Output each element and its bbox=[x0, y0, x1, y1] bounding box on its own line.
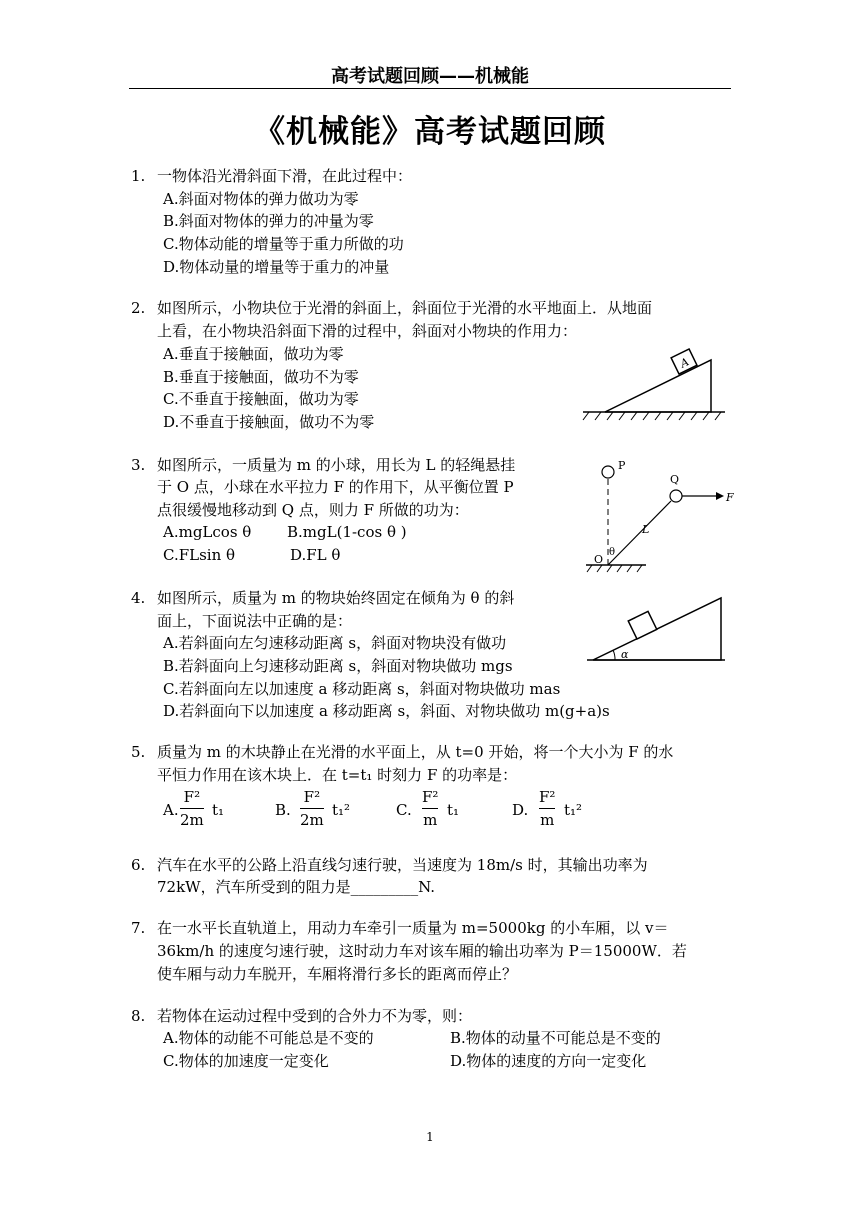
q4-number: 4. bbox=[131, 589, 146, 607]
q3-pendulum-figure bbox=[578, 455, 738, 575]
angle-theta-label: θ bbox=[609, 547, 616, 558]
q3-stem-line1: 如图所示，一质量为 m 的小球，用长为 L 的轻绳悬挂 bbox=[157, 456, 516, 474]
q2-incline-figure bbox=[575, 340, 735, 425]
q3-option-d: D.FL θ bbox=[290, 546, 341, 564]
q6-stem-line2: 72kW，汽车所受到的阻力是_________N. bbox=[157, 878, 436, 896]
q1-stem: 一物体沿光滑斜面下滑，在此过程中： bbox=[157, 167, 413, 185]
fraction-numerator: F² bbox=[183, 788, 201, 806]
q5-option-c-label: C. bbox=[396, 801, 412, 819]
q2-option-b: B.垂直于接触面，做功不为零 bbox=[163, 368, 359, 386]
q4-incline-figure bbox=[585, 590, 730, 670]
q5-option-a-label: A. bbox=[163, 801, 179, 819]
q8-option-a: A.物体的动能不可能总是不变的 bbox=[163, 1029, 374, 1047]
fraction-numerator: F² bbox=[539, 788, 556, 806]
q3-option-c: C.FLsin θ bbox=[163, 546, 236, 564]
q3-stem-line3: 点很缓慢地移动到 Q 点，则力 F 所做的功为： bbox=[157, 501, 469, 519]
q1-option-a: A.斜面对物体的弹力做功为零 bbox=[163, 190, 359, 208]
q5-option-d-tail: t₁² bbox=[564, 801, 583, 819]
q8-option-d: D.物体的速度的方向一定变化 bbox=[450, 1052, 647, 1070]
q4-stem-line2: 面上，下面说法中正确的是： bbox=[157, 612, 353, 630]
q3-option-a: A.mgLcos θ bbox=[163, 523, 252, 541]
page-title: 《机械能》高考试题回顾 bbox=[254, 114, 606, 150]
header-rule bbox=[129, 88, 731, 89]
q6-number: 6. bbox=[131, 856, 146, 874]
q5-option-c-tail: t₁ bbox=[447, 801, 460, 819]
length-l-label: L bbox=[642, 523, 650, 536]
q4-option-b: B.若斜面向上匀速移动距离 s，斜面对物块做功 mgs bbox=[163, 657, 513, 675]
q8-option-b: B.物体的动量不可能总是不变的 bbox=[450, 1029, 661, 1047]
q5-option-a-fraction bbox=[180, 788, 204, 829]
q5-stem-line1: 质量为 m 的木块静止在光滑的水平面上，从 t=0 开始，将一个大小为 F 的水 bbox=[157, 743, 674, 761]
q2-option-a: A.垂直于接触面，做功为零 bbox=[163, 345, 344, 363]
q3-option-b: B.mgL(1-cos θ ) bbox=[287, 523, 407, 541]
q8-option-c: C.物体的加速度一定变化 bbox=[163, 1052, 329, 1070]
q1-number: 1. bbox=[131, 167, 146, 185]
q3-number: 3. bbox=[131, 456, 146, 474]
block-label-a: A bbox=[678, 355, 692, 371]
q2-option-c: C.不垂直于接触面，做功为零 bbox=[163, 390, 359, 408]
q7-number: 7. bbox=[131, 919, 146, 937]
q2-option-d: D.不垂直于接触面，做功不为零 bbox=[163, 413, 375, 431]
page-header: 高考试题回顾——机械能 bbox=[331, 66, 529, 87]
q4-option-d: D.若斜面向下以加速度 a 移动距离 s，斜面、对物块做功 m(g+a)s bbox=[163, 702, 610, 720]
page-number: 1 bbox=[426, 1130, 434, 1144]
q6-stem-line1: 汽车在水平的公路上沿直线匀速行驶，当速度为 18m/s 时，其输出功率为 bbox=[157, 856, 648, 874]
q7-stem-line3: 使车厢与动力车脱开，车厢将滑行多长的距离而停止？ bbox=[157, 965, 518, 983]
point-p-label: P bbox=[618, 459, 626, 472]
fraction-denominator: m bbox=[423, 811, 438, 829]
q8-number: 8. bbox=[131, 1007, 146, 1025]
q5-option-b-tail: t₁² bbox=[332, 801, 351, 819]
q5-stem-line2: 平恒力作用在该木块上．在 t=t₁ 时刻力 F 的功率是： bbox=[157, 766, 518, 784]
angle-alpha-label: α bbox=[621, 648, 629, 661]
q5-number: 5. bbox=[131, 743, 146, 761]
q5-option-d-label: D. bbox=[512, 801, 529, 819]
fraction-numerator: F² bbox=[303, 788, 321, 806]
q5-option-a-tail: t₁ bbox=[212, 801, 225, 819]
q3-stem-line2: 于 O 点，小球在水平拉力 F 的作用下，从平衡位置 P bbox=[157, 478, 514, 496]
q4-option-a: A.若斜面向左匀速移动距离 s，斜面对物块没有做功 bbox=[163, 634, 507, 652]
fraction-numerator: F² bbox=[422, 788, 439, 806]
point-q-label: Q bbox=[670, 473, 680, 486]
q4-option-c: C.若斜面向左以加速度 a 移动距离 s，斜面对物块做功 mas bbox=[163, 680, 561, 698]
fraction-denominator: 2m bbox=[300, 811, 324, 829]
q4-stem-line1: 如图所示，质量为 m 的物块始终固定在倾角为 θ 的斜 bbox=[157, 589, 515, 607]
q8-stem: 若物体在运动过程中受到的合外力不为零，则： bbox=[157, 1007, 473, 1025]
q2-number: 2. bbox=[131, 299, 146, 317]
q1-option-d: D.物体动量的增量等于重力的冲量 bbox=[163, 258, 390, 276]
q1-option-c: C.物体动能的增量等于重力所做的功 bbox=[163, 235, 404, 253]
fraction-denominator: m bbox=[540, 811, 555, 829]
q2-stem-line2: 上看，在小物块沿斜面下滑的过程中，斜面对小物块的作用力： bbox=[157, 322, 578, 340]
force-f-label: F bbox=[726, 491, 734, 504]
q7-stem-line2: 36km/h 的速度匀速行驶，这时动力车对该车厢的输出功率为 P＝15000W．若 bbox=[157, 942, 687, 960]
q5-option-c-fraction bbox=[422, 788, 438, 829]
q5-option-d-fraction bbox=[539, 788, 555, 829]
point-o-label: O bbox=[594, 553, 604, 566]
fraction-denominator: 2m bbox=[180, 811, 204, 829]
q2-stem-line1: 如图所示，小物块位于光滑的斜面上，斜面位于光滑的水平地面上．从地面 bbox=[157, 299, 653, 317]
q5-option-b-fraction bbox=[300, 788, 324, 829]
q5-option-b-label: B. bbox=[275, 801, 291, 819]
q1-option-b: B.斜面对物体的弹力的冲量为零 bbox=[163, 212, 374, 230]
q7-stem-line1: 在一水平长直轨道上，用动力车牵引一质量为 m=5000kg 的小车厢，以 v＝ bbox=[157, 919, 669, 937]
